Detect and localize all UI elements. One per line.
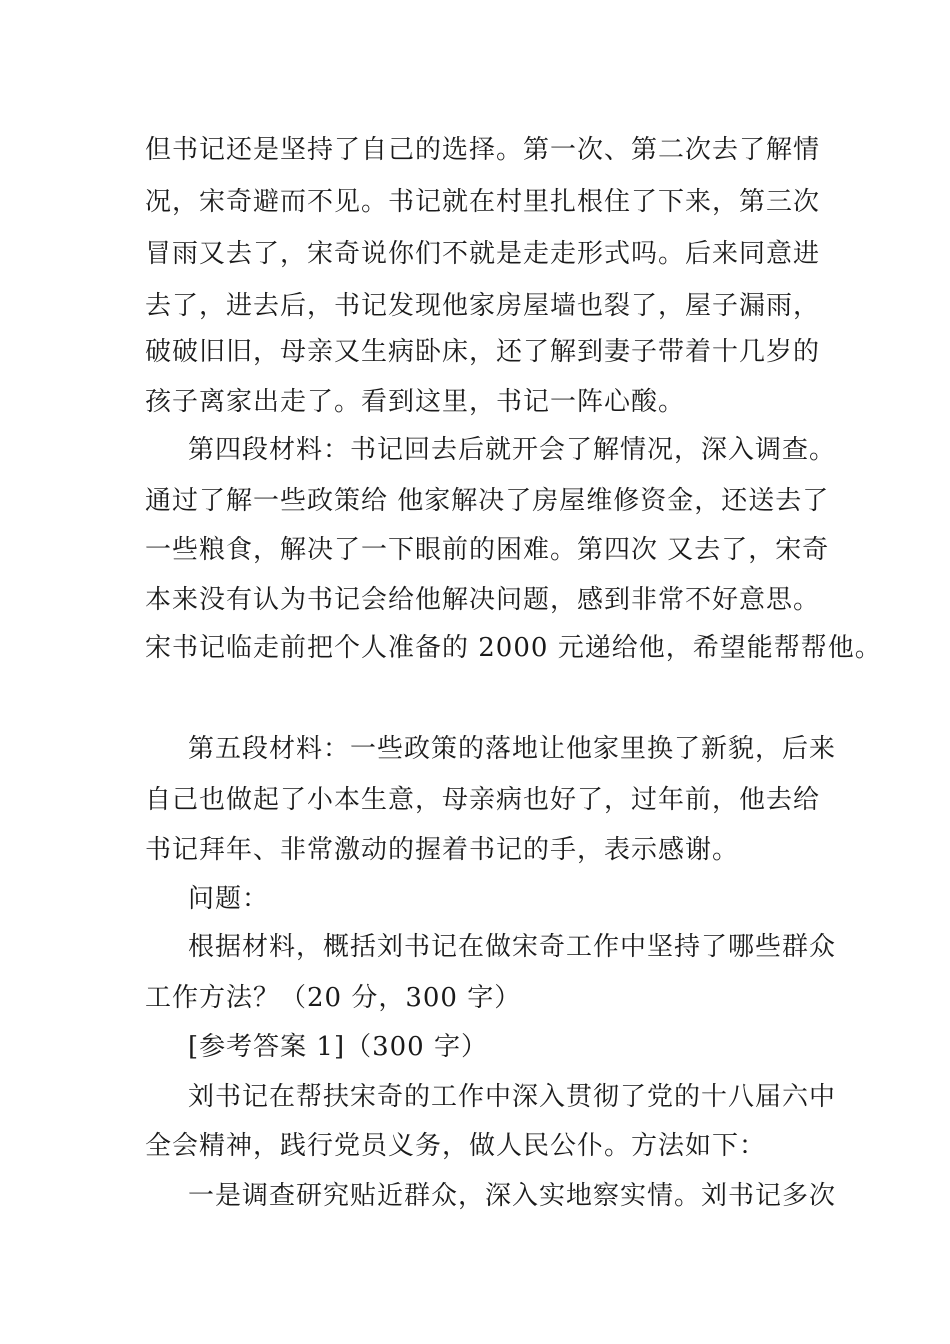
text-line-6: 孩子离家出走了。看到这里，书记一阵心酸。 (145, 387, 686, 417)
text-line-2: 况，宋奇避而不见。书记就在村里扎根住了下来，第三次 (145, 187, 821, 217)
text-line-3: 冒雨又去了，宋奇说你们不就是走走形式吗。后来同意进 (145, 239, 821, 269)
text-line-8: 通过了解一些政策给 他家解决了房屋维修资金，还送去了 (145, 486, 830, 516)
text-line-11: 宋书记临走前把个人准备的 2000 元递给他，希望能帮帮他。 (145, 633, 882, 663)
question-text-line-2: 工作方法？（20 分，300 字） (145, 983, 522, 1013)
text-line-4: 去了，进去后，书记发现他家房屋墙也裂了，屋子漏雨， (145, 291, 821, 321)
text-line-10: 本来没有认为书记会给他解决问题，感到非常不好意思。 (145, 585, 821, 615)
answer-text-line-1: 刘书记在帮扶宋奇的工作中深入贯彻了党的十八届六中 (188, 1082, 837, 1112)
paragraph-4-start: 第四段材料：书记回去后就开会了解情况，深入调查。 (188, 435, 837, 465)
answer-text-line-3: 一是调查研究贴近群众，深入实地察实情。刘书记多次 (188, 1181, 837, 1211)
text-line-13: 自己也做起了小本生意，母亲病也好了，过年前，他去给 (145, 785, 821, 815)
question-text-line-1: 根据材料，概括刘书记在做宋奇工作中坚持了哪些群众 (188, 932, 837, 962)
paragraph-5-start: 第五段材料：一些政策的落地让他家里换了新貌，后来 (188, 734, 837, 764)
answer-text-line-2: 全会精神，践行党员义务，做人民公仆。方法如下： (145, 1131, 767, 1161)
text-line-9: 一些粮食，解决了一下眼前的困难。第四次 又去了，宋奇 (145, 535, 830, 565)
text-line-5: 破破旧旧，母亲又生病卧床，还了解到妻子带着十几岁的 (145, 337, 821, 367)
answer-heading: [参考答案 1]（300 字） (188, 1032, 488, 1062)
text-line-14: 书记拜年、非常激动的握着书记的手，表示感谢。 (145, 835, 740, 865)
text-line-1: 但书记还是坚持了自己的选择。第一次、第二次去了解情 (145, 135, 821, 165)
question-heading: 问题： (188, 884, 270, 914)
